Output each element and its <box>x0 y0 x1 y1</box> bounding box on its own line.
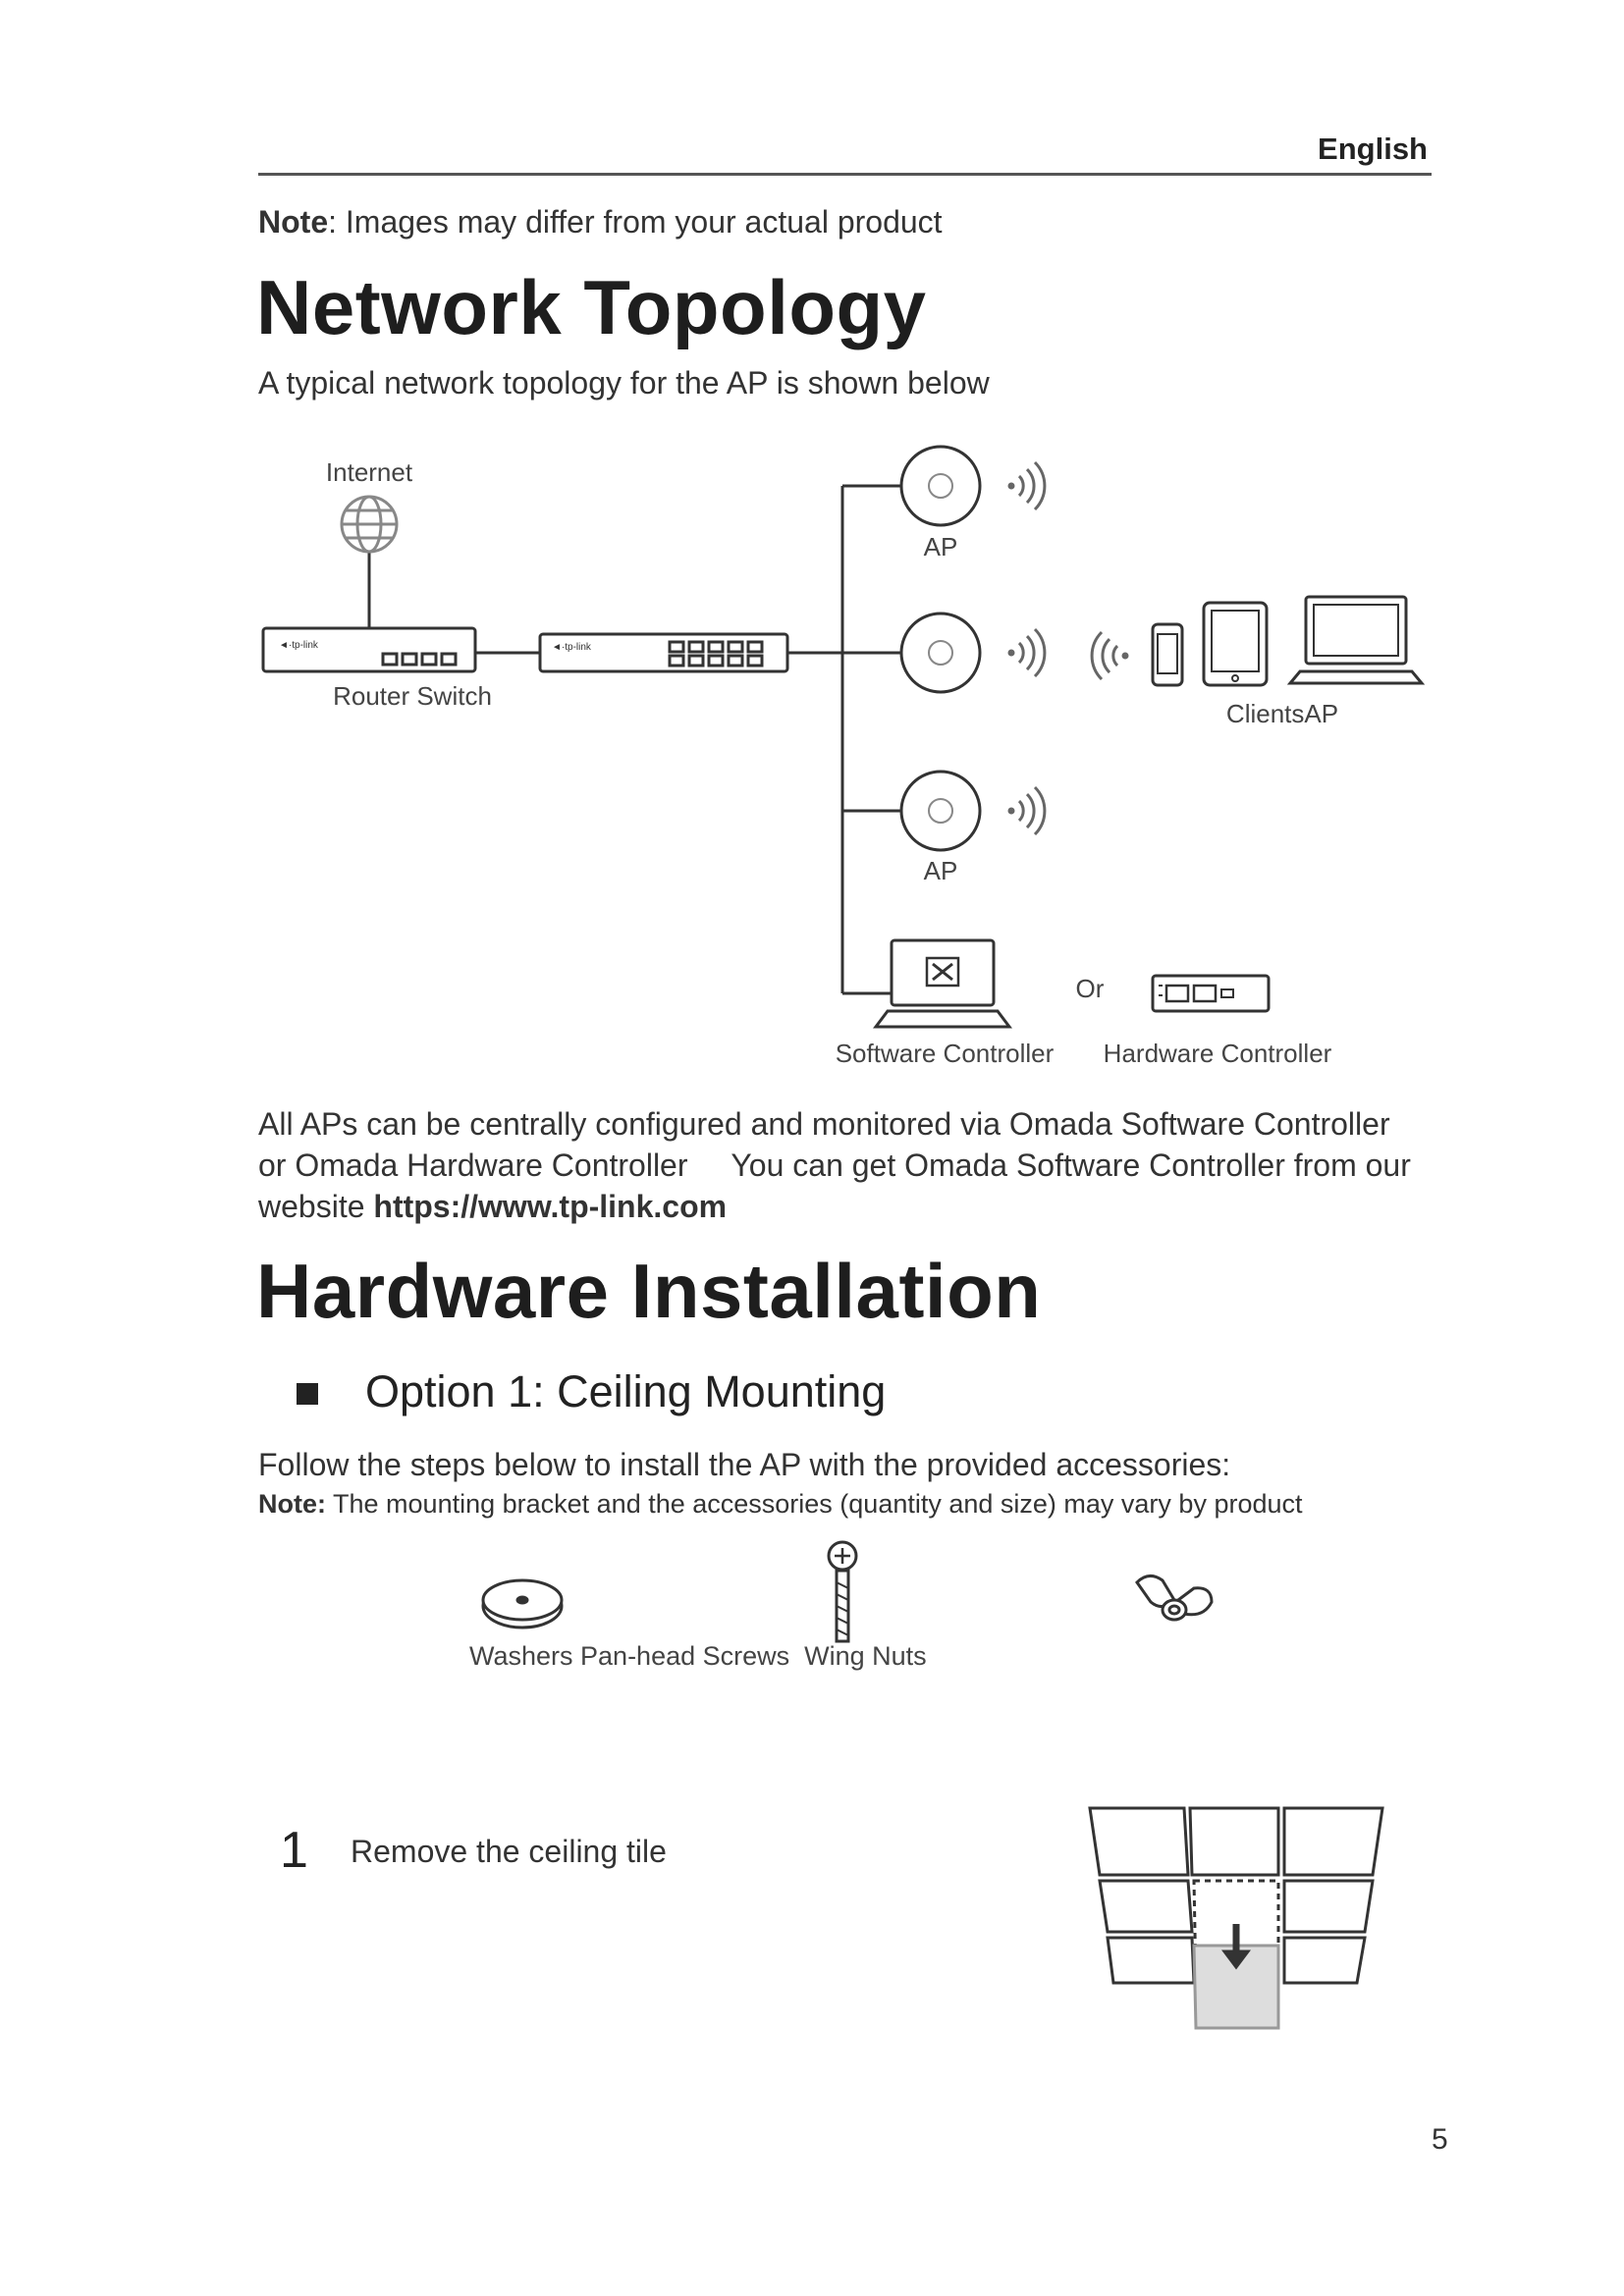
hardware-controller-label: Hardware Controller <box>1103 1039 1332 1068</box>
ceiling-tile-illustration <box>1090 1808 1382 2028</box>
washer-icon <box>483 1580 562 1628</box>
mounting-note-text: The mounting bracket and the accessories (quantity and size) may vary by product <box>326 1489 1303 1519</box>
clients-label: ClientsAP <box>1225 699 1339 728</box>
ap-label-bottom: AP <box>923 856 958 885</box>
follow-steps-text: Follow the steps below to install the AP with the provided accessories: <box>258 1447 1231 1482</box>
ap-label-top: AP <box>923 532 958 561</box>
topology-intro: A typical network topology for the AP is shown below <box>258 365 990 400</box>
tp-link-url[interactable]: https://www.tp-link.com <box>373 1189 728 1224</box>
mounting-note-label: Note: <box>258 1489 326 1519</box>
paragraph-line-2: or Omada Hardware Controller You can get Omada Software Controller from our <box>258 1148 1411 1183</box>
step-number: 1 <box>280 1822 308 1879</box>
section-title-network-topology: Network Topology <box>256 264 927 350</box>
screw-icon <box>829 1542 856 1641</box>
paragraph-website-prefix: website <box>258 1189 374 1224</box>
wing-nut-icon <box>1137 1575 1212 1620</box>
software-controller-label: Software Controller <box>835 1039 1055 1068</box>
paragraph-line-1: All APs can be centrally configured and monitored via Omada Software Controller <box>258 1106 1390 1142</box>
section-title-hardware-installation: Hardware Installation <box>256 1248 1042 1334</box>
svg-text:◄·tp-link: ◄·tp-link <box>279 640 318 651</box>
step-text: Remove the ceiling tile <box>351 1834 667 1869</box>
page-number: 5 <box>1432 2123 1448 2156</box>
note-label: Note <box>258 204 329 240</box>
accessories-caption: Washers Pan-head Screws Wing Nuts <box>469 1641 927 1671</box>
svg-text:◄·tp-link: ◄·tp-link <box>552 642 591 653</box>
option-title: Option 1: Ceiling Mounting <box>365 1366 887 1416</box>
note-text: : Images may differ from your actual product <box>328 204 943 240</box>
internet-label: Internet <box>325 457 413 487</box>
or-label: Or <box>1075 974 1105 1003</box>
language-label: English <box>1318 132 1428 166</box>
router-switch-label: Router Switch <box>333 681 492 711</box>
